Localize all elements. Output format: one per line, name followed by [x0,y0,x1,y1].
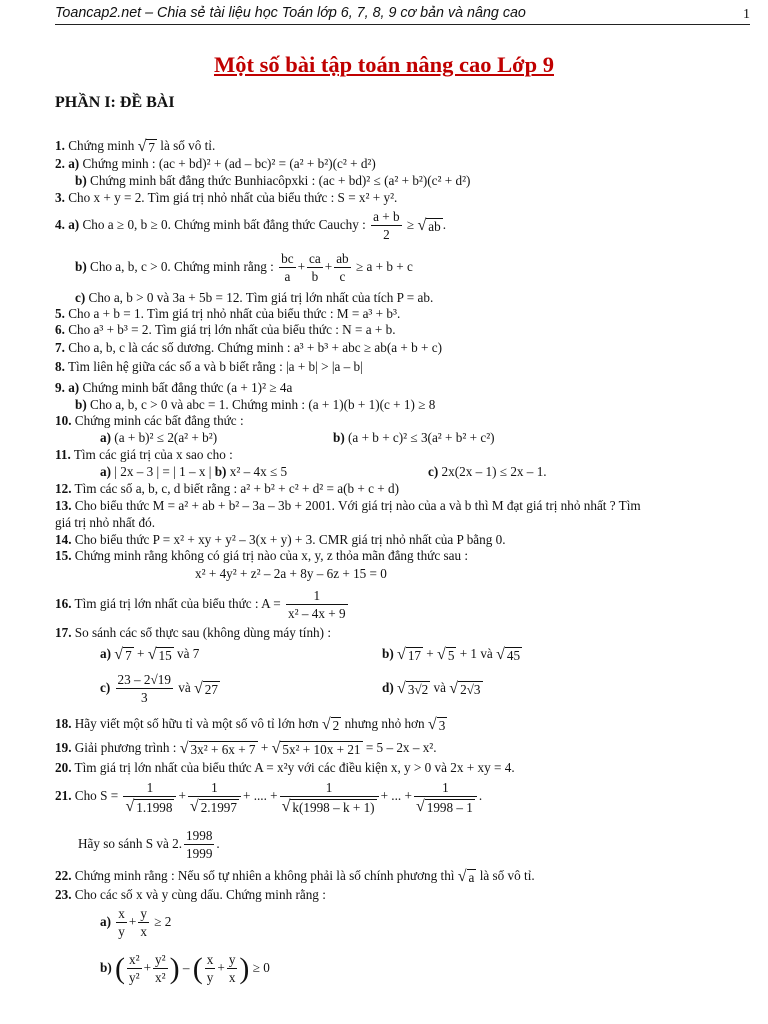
problem-text: ≥ a + b + c [355,259,413,274]
radicand: 7 [125,647,132,663]
radicand: 3√2 [407,681,429,697]
problem-18 [55,714,447,734]
radicand: 3x² + 6x + 7 [190,741,256,757]
problem-text: Cho a³ + b³ = 2. Tìm giá trị lớn nhất của biểu thức : N = a + b. [68,322,396,337]
radicand: 15 [158,647,172,663]
problem-10 [55,413,244,428]
denominator: x [228,970,236,986]
conjunction: và [178,680,191,695]
problem-15 [55,548,468,563]
problem-text: Cho a + b = 1. Tìm giá trị nhỏ nhất của biểu thức : M = a³ + b³. [68,306,401,321]
denominator: y² [129,970,140,986]
problem-8 [55,359,363,374]
problem-9b [75,397,435,412]
math-expression: + 1 [459,646,478,661]
math-symbol: + [128,914,137,929]
fraction [307,250,323,285]
fraction [371,208,401,243]
problem-23b [100,948,270,988]
sqrt: √ 17 [397,645,421,663]
problem-21-cont [78,824,220,864]
part-label: a) [68,217,80,232]
denominator: a [279,267,295,285]
radicand: 5 [447,647,455,663]
sqrt: √ 2 [321,715,340,733]
numerator: 1 [442,779,449,795]
part-label: b) [75,173,87,188]
sqrt: √ 2.1997 [189,797,237,815]
sqrt: √ k(1998 – k + 1) [281,797,375,815]
part-label: c) [100,680,111,695]
math-symbol: + [217,960,225,975]
problem-4b [75,250,413,285]
problem-6 [55,322,396,337]
part-label: a) [100,464,111,479]
problem-17b [382,644,522,664]
numerator: bc [281,251,294,267]
problem-number: 14. [55,532,72,547]
denominator: b [307,267,323,285]
right-paren: ) [169,951,180,985]
radicand: 1998 – 1 [426,799,473,815]
problem-7 [55,340,442,355]
math-symbol: – [182,960,190,975]
denominator: y [118,924,125,940]
sqrt: √ 1.1998 [125,797,173,815]
problem-22 [55,866,535,886]
radicand: 7 [148,139,155,155]
denominator: x² [155,970,166,986]
numerator: x² [129,952,140,968]
problem-number: 22. [55,868,72,883]
numerator: y [140,906,147,922]
numerator: ab [336,251,349,267]
radicand: 2√3 [460,681,481,697]
part-label: a) [100,430,111,445]
fraction [205,951,216,986]
numerator: 23 – 2√19 [117,672,171,688]
problem-13-cont [55,515,155,530]
denominator: 1999 [186,846,213,862]
problem-text: giá trị nhỏ nhất đó. [55,515,155,530]
numerator: 1 [211,779,218,795]
page-number: 1 [743,7,750,22]
problem-text: Chứng minh : (ac + bd)² + (ad – bc)² = (a² + b²)(c² + d²) [82,156,376,171]
problem-number: 8. [55,359,65,374]
problem-text: nhưng nhỏ hơn [344,716,425,731]
part-label: b) [333,430,345,445]
math-symbol: + ... + [380,788,412,803]
problem-text: Chứng minh bất đẳng thức (a + 1)² ≥ 4a [82,380,293,395]
site-banner: Toancap2.net – Chia sẻ tài liệu học Toán lớp 6, 7, 8, 9 cơ bản và nâng cao [55,5,526,21]
math-symbol: + [426,646,434,661]
problem-number: 7. [55,340,65,355]
math-symbol: ≥ [406,217,415,232]
problem-text: Cho a, b, c > 0. Chứng minh rằng : [90,259,274,274]
problem-number: 2. [55,156,65,171]
problem-text: Cho a, b, c > 0 và abc = 1. Chứng minh : (a + 1)(b + 1)(c + 1) ≥ 8 [90,397,436,412]
problem-17 [55,625,331,640]
math-expression: S = [100,788,119,803]
problem-11c [428,464,547,479]
problem-number: 20. [55,760,72,775]
radicand: 45 [506,647,521,663]
problem-15-equation [195,566,387,581]
sqrt: √ 3x² + 6x + 7 [179,739,256,757]
problem-text: Hãy viết một số hữu tỉ và một số vô tỉ lớn hơn [74,716,319,731]
radicand: ab [428,218,441,234]
numerator: 1 [313,588,321,604]
part-label: c) [428,464,439,479]
problem-19 [55,738,437,758]
radicand: 2 [332,717,340,733]
denominator: c [334,267,350,285]
problem-17d [382,678,483,698]
math-symbol: + [136,646,145,661]
math-symbol: + [324,259,333,274]
fraction [227,951,238,986]
punctuation: . [442,217,446,232]
math-expression: ≥ 2 [154,914,172,929]
radicand: 27 [204,681,218,697]
problem-9a [55,380,292,395]
problem-text: Chứng minh rằng : Nếu số tự nhiên a không phải là số chính phương thì [74,868,455,883]
problem-text: Chứng minh [68,138,135,153]
math-symbol: + [178,788,186,803]
punctuation: . [216,836,220,851]
problem-3 [55,190,397,205]
sqrt: √ 5x² + 10x + 21 [271,739,361,757]
fraction [188,779,241,815]
problem-number: 1. [55,138,65,153]
fraction [184,827,214,862]
problem-14 [55,532,506,547]
problem-text: Tìm liên hệ giữa các số a và b biết rằng : |a + b| > |a – b| [67,359,363,374]
problem-12 [55,481,399,496]
problem-number: 15. [55,548,72,563]
problem-number: 12. [55,481,72,496]
problem-text: là số vô tỉ. [479,868,535,883]
problem-10b [333,430,495,445]
fraction [138,905,149,940]
math-symbol: + [143,960,152,975]
radicand: k(1998 – k + 1) [292,799,375,815]
radicand: 5x² + 10x + 21 [282,741,361,757]
problem-text: Tìm các giá trị của x sao cho : [73,447,233,462]
radicand: a [468,869,475,885]
problem-number: 16. [55,596,72,611]
sqrt: √ 45 [496,645,521,663]
problem-text: Giải phương trình : [74,740,177,755]
math-value: 7 [192,646,200,661]
problem-text: Chứng minh bất đẳng thức Bunhiacôpxki : (ac + bd)² ≤ (a² + b²)(c² + d²) [90,173,471,188]
sqrt: √ 5 [437,645,455,663]
problem-number: 18. [55,716,72,731]
problem-number: 9. [55,380,65,395]
conjunction: và [433,680,446,695]
numerator: 1 [146,779,154,795]
problem-text: (a + b)² ≤ 2(a² + b²) [114,430,218,445]
part-label: a) [68,380,80,395]
numerator: x [118,906,125,922]
fraction [279,250,295,285]
radicand: 1.1998 [136,799,173,815]
math-symbol: + .... + [242,788,278,803]
problem-text: Chứng minh các bất đẳng thức : [74,413,244,428]
part-label: b) [214,464,227,479]
sqrt: √ a [457,867,475,885]
right-paren: ) [239,951,250,985]
part-label: b) [75,259,87,274]
denominator: x² – 4x + 9 [288,606,346,622]
numerator: x [206,952,214,968]
sqrt: √ 3√2 [397,679,429,697]
left-paren: ( [115,951,126,985]
numerator: y² [155,952,166,968]
problem-text: Cho biểu thức P = x² + xy + y² – 3(x + y) + 3. CMR giá trị nhỏ nhất của P bằng 0. [74,532,506,547]
part-label: b) [75,397,87,412]
fraction [127,951,142,986]
numerator: 1998 [186,828,213,844]
denominator: y [206,970,214,986]
fraction [414,779,477,815]
problem-text: Cho [74,788,97,803]
radicand: 2.1997 [200,799,237,815]
part-label: b) [100,960,112,975]
problem-number: 3. [55,190,65,205]
problem-text: Cho a, b, c là các số dương. Chứng minh : a³ + b³ + abc ≥ ab(a + b + c) [68,340,442,355]
problem-4a [55,208,446,243]
problem-text: Hãy so sánh S và 2. [78,836,183,851]
part-label: a) [68,156,80,171]
numerator: 1 [325,779,333,795]
fraction [280,779,379,815]
problem-13 [55,498,641,513]
problem-17a [100,644,199,664]
sqrt-7: √ 7 [137,137,155,155]
problem-text: Chứng minh rằng không có giá trị nào của x, y, z thỏa mãn đẳng thức sau : [74,548,469,563]
problem-number: 11. [55,447,71,462]
equation: x² + 4y² + z² – 2a + 8y – 6z + 15 = 0 [195,566,387,581]
fraction [153,951,168,986]
sqrt: √ 7 [114,645,132,663]
sqrt: √ 15 [147,645,172,663]
fraction [286,587,348,622]
problem-1 [55,138,215,155]
problem-text: So sánh các số thực sau (không dùng máy tính) : [74,625,331,640]
problem-text: Cho x + y = 2. Tìm giá trị nhỏ nhất của biểu thức : S = x² + y². [68,190,398,205]
sqrt: √ 2√3 [449,679,481,697]
problem-text: Cho a ≥ 0, b ≥ 0. Chứng minh bất đẳng thức Cauchy : [82,217,366,232]
problem-text: = 5 – 2x – x². [365,740,437,755]
problem-11 [55,447,233,462]
problem-23a [100,904,171,940]
conjunction: và [176,646,190,661]
problem-text: (a + b + c)² ≤ 3(a² + b² + c²) [348,430,495,445]
problem-number: 23. [55,887,72,902]
problem-23 [55,887,326,902]
math-expression: A = [261,596,281,611]
left-paren: ( [192,951,203,985]
problem-2b [75,173,470,188]
sqrt: √ 3 [427,715,446,733]
punctuation: . [478,788,483,803]
part-label: d) [382,680,394,695]
problem-number: 17. [55,625,72,640]
problem-text: Tìm giá trị lớn nhất của biểu thức : [74,596,259,611]
problem-text: 2x(2x – 1) ≤ 2x – 1. [441,464,547,479]
fraction [116,905,127,940]
denominator: 3 [116,688,173,706]
fraction [123,779,176,815]
math-expression: ≥ 0 [252,960,270,975]
fraction [116,671,173,706]
problem-number: 13. [55,498,72,513]
problem-text: Cho các số x và y cùng dấu. Chứng minh rằng : [74,887,326,902]
problem-2a [55,156,376,171]
sqrt-ab: √ ab [417,216,441,234]
conjunction: và [480,646,493,661]
problem-17c [100,668,220,708]
math-symbol: + [297,259,306,274]
part-label: a) [100,914,111,929]
problem-4c [75,290,433,305]
problem-text: x² – 4x ≤ 5 [229,464,288,479]
problem-20 [55,760,515,775]
problem-text: Tìm giá trị lớn nhất của biểu thức A = x²y với các điều kiện x, y > 0 và 2x + xy = 4. [74,760,515,775]
problem-16 [55,586,350,622]
fraction [334,250,350,285]
problem-number: 21. [55,788,72,803]
problem-text: Cho biểu thức M = a² + ab + b² – 3a – 3b + 2001. Với giá trị nào của a và b thì M đạt giá trị nhỏ nhất ? Tìm [74,498,641,513]
problem-number: 6. [55,322,65,337]
problem-text: là số vô tỉ. [160,138,216,153]
problem-number: 10. [55,413,72,428]
part-label: b) [382,646,394,661]
problem-number: 19. [55,740,72,755]
numerator: ca [309,251,321,267]
problem-5 [55,306,400,321]
sqrt: √ 27 [194,679,218,697]
problem-21 [55,776,482,816]
problem-number: 5. [55,306,65,321]
problem-number: 4. [55,217,65,232]
math-symbol: + [260,740,269,755]
radicand: 17 [407,647,421,663]
part-label: c) [75,290,86,305]
problem-text: Cho a, b > 0 và 3a + 5b = 12. Tìm giá trị lớn nhất của tích P = ab. [88,290,434,305]
radicand: 3 [438,717,446,733]
problem-text: Tìm các số a, b, c, d biết rằng : a² + b² + c² + d² = a(b + c + d) [74,481,400,496]
document-title: Một số bài tập toán nâng cao Lớp 9 [213,52,554,77]
numerator: y [228,952,236,968]
numerator: a + b [373,209,400,225]
problem-10a [100,430,217,445]
sqrt: √ 1998 – 1 [415,797,473,815]
problem-text: | 2x – 3 | = | 1 – x | [114,464,212,479]
part-label: a) [100,646,111,661]
section-heading: PHẦN I: ĐỀ BÀI [55,94,175,111]
problem-11ab [100,464,287,479]
denominator: 2 [371,225,401,243]
page-header [55,2,750,25]
denominator: x [140,924,147,940]
